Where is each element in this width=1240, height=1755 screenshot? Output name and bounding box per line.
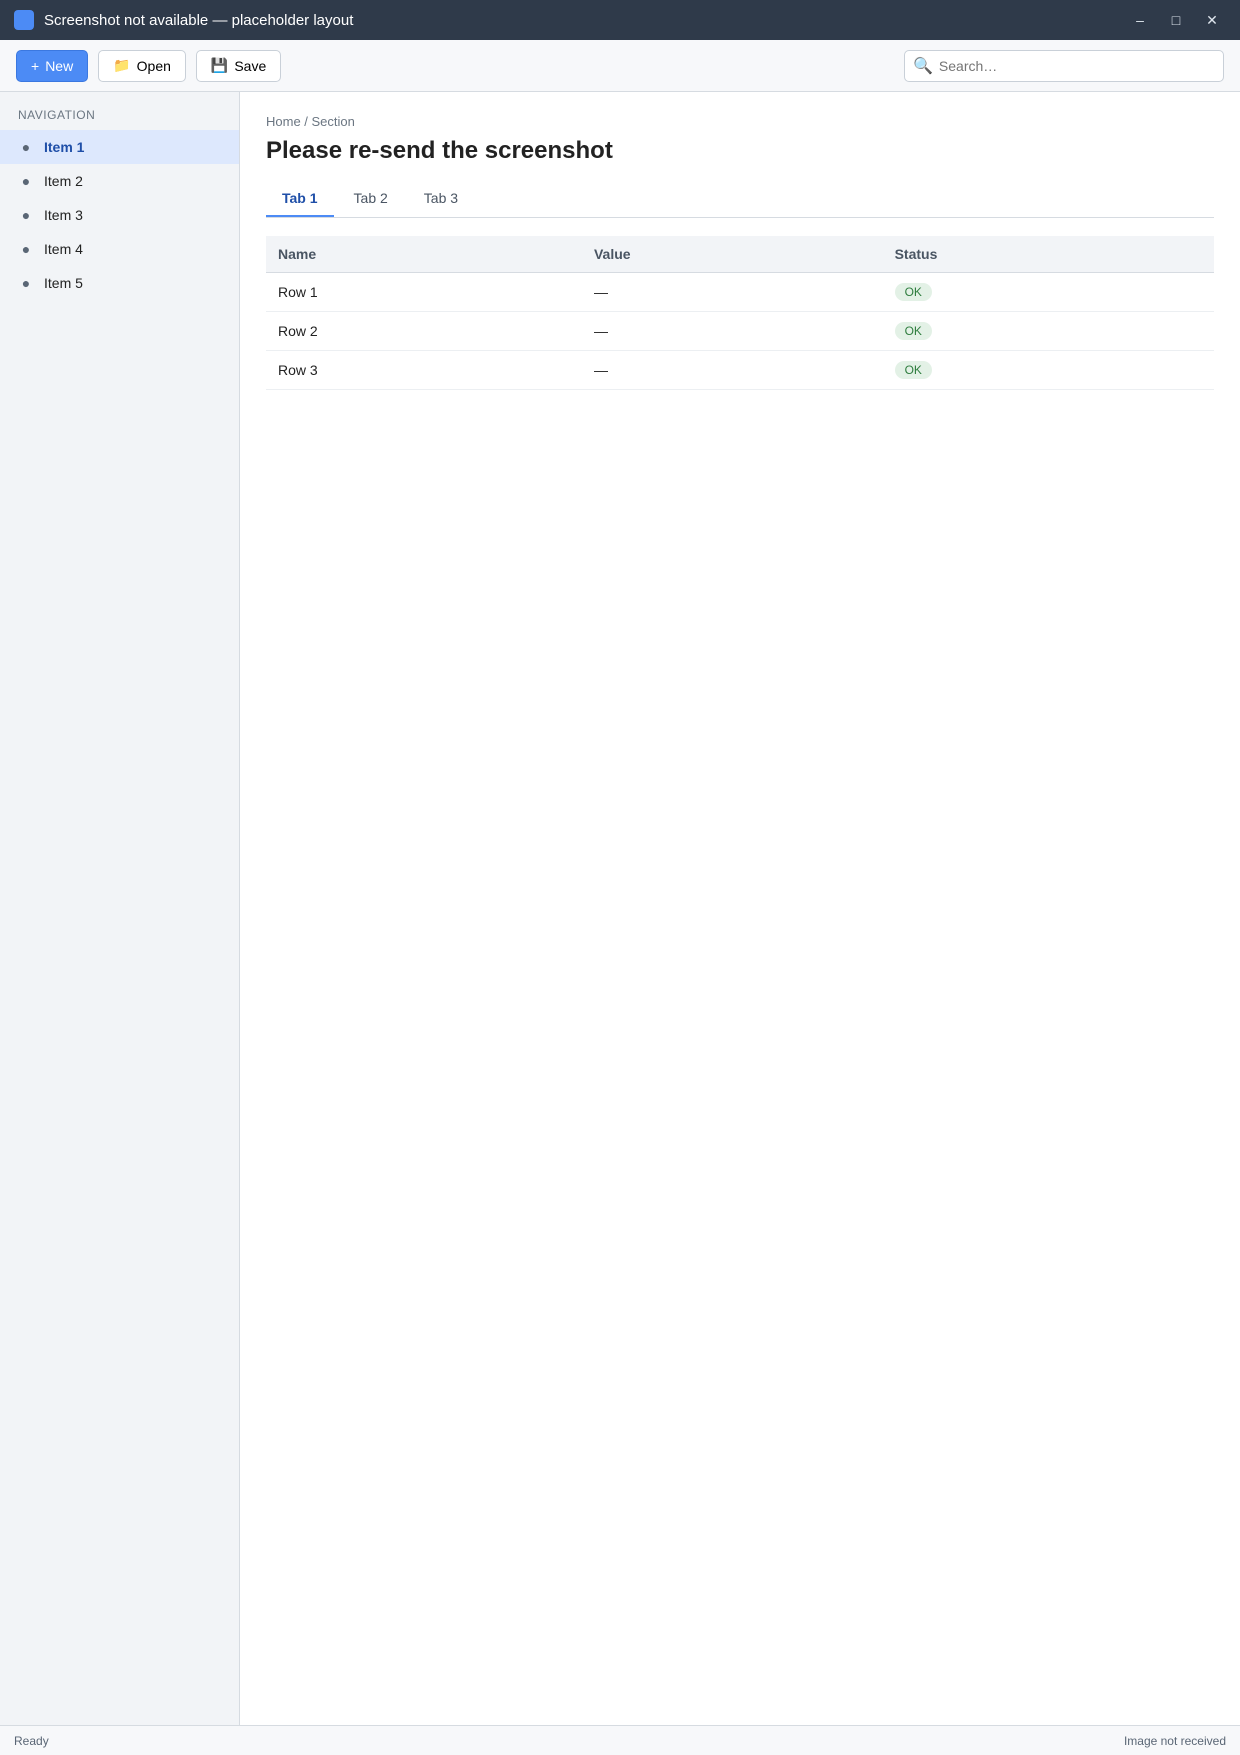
- sidebar-item-1[interactable]: [0, 130, 239, 164]
- maximize-icon[interactable]: □: [1171, 12, 1181, 28]
- close-icon[interactable]: ✕: [1206, 11, 1218, 28]
- table-header-row: [266, 236, 1214, 273]
- window-controls: [1126, 8, 1226, 32]
- table-cell: [883, 351, 1214, 390]
- search-box: [904, 50, 1224, 82]
- tab-1[interactable]: Tab 1: [266, 181, 334, 217]
- column-header[interactable]: Status: [883, 236, 1214, 273]
- dot-icon: ●: [21, 275, 31, 291]
- data-table: [266, 236, 1214, 390]
- table-row[interactable]: [266, 273, 1214, 312]
- new-button[interactable]: [16, 50, 88, 82]
- save-button[interactable]: [196, 50, 281, 82]
- column-header[interactable]: Name: [266, 236, 582, 273]
- app-logo-icon: [14, 10, 34, 30]
- table-cell: —: [582, 351, 883, 390]
- sidebar-item-5[interactable]: [0, 266, 239, 300]
- table-cell: —: [582, 312, 883, 351]
- main-panel: [240, 92, 1240, 1725]
- open-button-label: Open: [136, 57, 171, 74]
- table-row[interactable]: [266, 312, 1214, 351]
- table-cell: —: [582, 273, 883, 312]
- status-bar: [0, 1725, 1240, 1755]
- status-text-right: Image not received: [1123, 1733, 1226, 1748]
- sidebar-item-label: Item 5: [44, 275, 83, 291]
- tab-2[interactable]: Tab 2: [353, 190, 388, 206]
- table-cell: Row 1: [266, 273, 582, 312]
- page-title: Please re-send the screenshot: [266, 137, 613, 164]
- toolbar: [0, 40, 1240, 92]
- table-row[interactable]: [266, 351, 1214, 390]
- table-cell: Row 2: [266, 312, 582, 351]
- sidebar-item-4[interactable]: [0, 232, 239, 266]
- status-badge: OK: [895, 283, 932, 301]
- dot-icon: ●: [21, 139, 31, 155]
- status-badge: OK: [895, 361, 932, 379]
- table-cell: Row 3: [266, 351, 582, 390]
- save-button-label: Save: [234, 57, 267, 74]
- status-text-left: Ready: [14, 1733, 49, 1748]
- title-bar: [0, 0, 1240, 40]
- dot-icon: ●: [21, 207, 31, 223]
- window-title: Screenshot not available — placeholder layout: [44, 11, 354, 29]
- content-area: [0, 92, 1240, 1725]
- status-badge: OK: [895, 322, 932, 340]
- sidebar-item-label: Item 3: [44, 207, 83, 223]
- folder-icon: 📁: [113, 57, 131, 73]
- dot-icon: ●: [21, 173, 31, 189]
- sidebar-heading: NAVIGATION: [18, 108, 96, 122]
- search-icon: 🔍: [913, 57, 933, 75]
- table-cell: [883, 312, 1214, 351]
- minimize-icon[interactable]: –: [1136, 12, 1144, 28]
- table-cell: [883, 273, 1214, 312]
- column-header[interactable]: Value: [582, 236, 883, 273]
- sidebar-item-2[interactable]: [0, 164, 239, 198]
- save-icon: 💾: [210, 57, 229, 73]
- open-button[interactable]: [98, 50, 186, 82]
- sidebar-item-label: Item 1: [44, 139, 85, 155]
- plus-icon: +: [31, 57, 40, 74]
- sidebar-item-3[interactable]: [0, 198, 239, 232]
- search-input[interactable]: [939, 58, 1215, 74]
- new-button-label: New: [45, 57, 74, 74]
- sidebar-item-label: Item 4: [44, 241, 83, 257]
- sidebar: [0, 92, 240, 1725]
- breadcrumb: Home / Section: [266, 114, 355, 129]
- sidebar-item-label: Item 2: [44, 173, 83, 189]
- tab-bar: [266, 181, 1214, 218]
- dot-icon: ●: [21, 241, 31, 257]
- tab-3[interactable]: Tab 3: [423, 190, 459, 206]
